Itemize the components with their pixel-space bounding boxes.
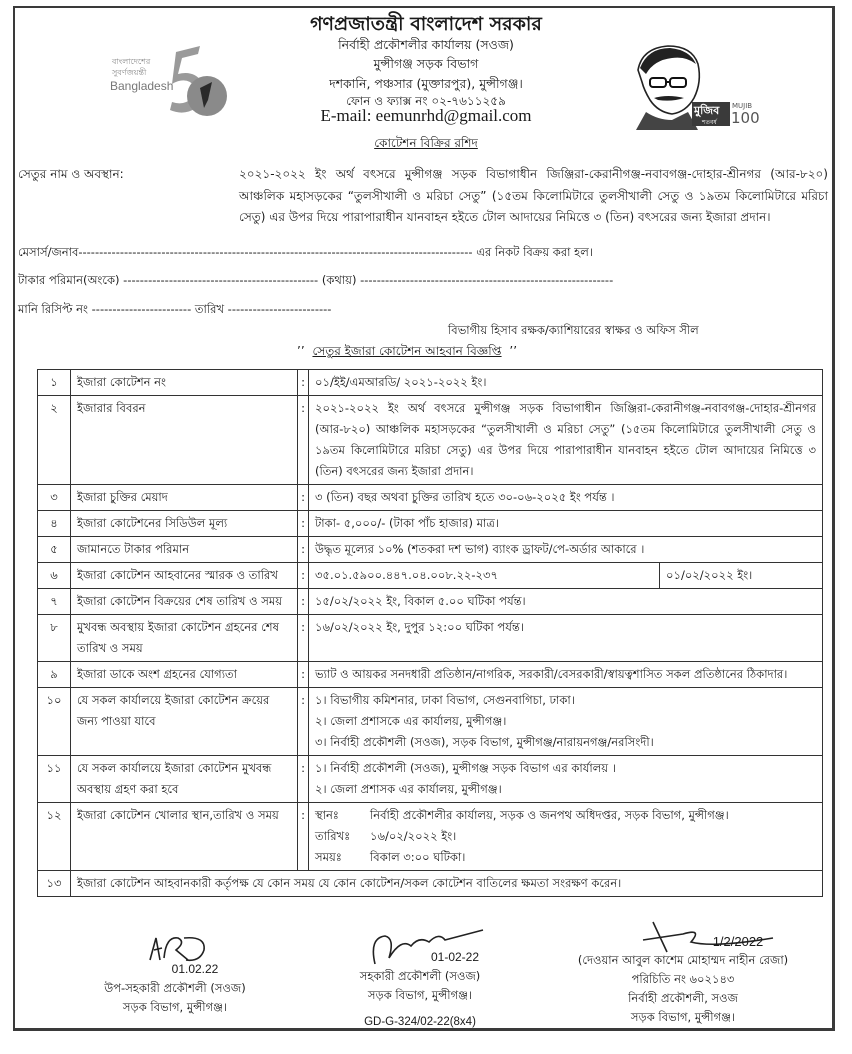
row-number: ১ bbox=[38, 370, 71, 396]
table-row bbox=[38, 871, 823, 897]
office-list-item: ২। জেলা প্রশাসকে এর কার্যালয়, মুন্সীগঞ্জ। bbox=[315, 714, 507, 728]
table-row bbox=[38, 756, 823, 803]
location-text: ২০২১-২০২২ ইং অর্থ বৎসরে মুন্সীগঞ্জ সড়ক বিভাগাধীন জিঞ্জিরা-কেরানীগঞ্জ-নবাবগঞ্জ-দোহার-শ্রীনগর (আর-৮২০) আঞ্চলিক মহাসড়কের “তুলসীখালী ও মরিচা সেতু” (১৫তম কিলোমিটারে তুলসীখালী সেতু ও ১৯তম কিলোমিটারে মরিচা সেতু) এর উপর দিয়ে পারাপারাধীন যানবাহন হইতে টোল আদায়ের নিমিত্তে ৩ (তিন) বৎসরের জন্য ইজারা প্রদান। bbox=[239, 167, 828, 224]
row-value bbox=[309, 756, 823, 803]
row-colon: : bbox=[298, 662, 309, 688]
row-label: ইজারা কোটেশনের সিডিউল মূল্য bbox=[71, 511, 298, 537]
signature-middle-office: সড়ক বিভাগ, মুন্সীগঞ্জ। bbox=[367, 988, 473, 1002]
notice-title-wrap bbox=[297, 343, 517, 363]
phone-fax: ফোন ও ফ্যাক্স নং ০২-৭৬১১২৫৯ bbox=[346, 94, 506, 108]
signature-right-id: পরিচিতি নং ৬০২১৪৩ bbox=[631, 972, 735, 986]
row-number: ৩ bbox=[38, 485, 71, 511]
memo-date: ০১/০২/২০২২ ইং। bbox=[660, 563, 823, 589]
row-label: ইজারা চুক্তির মেয়াদ bbox=[71, 485, 298, 511]
row-label: ইজারা কোটেশন আহবানের স্মারক ও তারিখ bbox=[71, 563, 298, 589]
signature-left-date: 01.02.22 bbox=[171, 962, 219, 976]
row-number: ১০ bbox=[38, 688, 71, 756]
row-value: ইজারা কোটেশন আহবানকারী কর্তৃপক্ষ যে কোন সময় যে কোন কোটেশন/সকল কোটেশন বাতিলের ক্ষমতা সংরক্ষণ করেন। bbox=[71, 871, 823, 897]
opening-place bbox=[315, 805, 816, 826]
row-value: ভ্যাট ও আয়কর সনদধারী প্রতিষ্ঠান/নাগরিক, সরকারী/বেসরকারী/স্বায়ত্বশাসিত সকল প্রতিষ্ঠানের ঠিকাদার। bbox=[309, 662, 823, 688]
money-receipt-line: মানি রিসিপ্ট নং ------------------------ তারিখ ------------------------- bbox=[18, 302, 332, 316]
logo-right-number: 100 bbox=[731, 109, 760, 127]
row-number: ৮ bbox=[38, 615, 71, 662]
place-value: নির্বাহী প্রকৌশলীর কার্যালয়, সড়ক ও জনপথ অধিদপ্তর, সড়ক বিভাগ, মুন্সীগঞ্জ। bbox=[370, 808, 729, 822]
table-row bbox=[38, 563, 823, 589]
row-number: ২ bbox=[38, 396, 71, 485]
place-label: স্থানঃ bbox=[315, 808, 339, 822]
signature-middle-title: সহকারী প্রকৌশলী (সওজ) bbox=[359, 969, 481, 983]
quote-open: ’’ bbox=[297, 344, 305, 358]
table-row bbox=[38, 370, 823, 396]
table-row bbox=[38, 396, 823, 485]
row-value: ১৫/০২/২০২২ ইং, বিকাল ৫.০০ ঘটিকা পর্যন্ত। bbox=[309, 589, 823, 615]
amount-line: টাকার পরিমান(অংকে) ----------------------------------------------- (কথায়) ------------------------------------------------------------- bbox=[18, 273, 614, 287]
logo-right-en: MUJIB bbox=[732, 102, 753, 110]
logo-right-sub: শতবর্ষ bbox=[702, 119, 717, 126]
row-label: মুখবন্ধ অবস্থায় ইজারা কোটেশন গ্রহনের শেষ তারিখ ও সময় bbox=[71, 615, 298, 662]
row-number: ৪ bbox=[38, 511, 71, 537]
row-number: ১১ bbox=[38, 756, 71, 803]
time-value: বিকাল ৩:০০ ঘটিকা। bbox=[370, 850, 466, 864]
signature-right-office: সড়ক বিভাগ, মুন্সীগঞ্জ। bbox=[630, 1010, 736, 1024]
row-value: ২০২১-২০২২ ইং অর্থ বৎসরে মুন্সীগঞ্জ সড়ক বিভাগাধীন জিঞ্জিরা-কেরানীগঞ্জ-নবাবগঞ্জ-দোহার-শ্রীনগর (আর-৮২০) আঞ্চলিক মহাসড়কের “তুলসীখালী ও মরিচা সেতু” (১৫তম কিলোমিটারে তুলসীখালী সেতু ও ১৯তম কিলোমিটারে মরিচা সেতু) এর উপর দিয়ে পারাপারাধীন যানবাহন হইতে টোল আদায়ের নিমিত্তে ৩ (তিন) বৎসরের জন্য ইজারা প্রদান। bbox=[309, 396, 823, 485]
row-label: ইজারার বিবরন bbox=[71, 396, 298, 485]
row-colon: : bbox=[298, 370, 309, 396]
signature-right-title: নির্বাহী প্রকৌশলী, সওজ bbox=[628, 991, 738, 1005]
row-colon: : bbox=[298, 688, 309, 756]
bridge-location bbox=[18, 164, 828, 229]
table-row bbox=[38, 485, 823, 511]
row-colon: : bbox=[298, 511, 309, 537]
email: E-mail: eemunrhd@gmail.com bbox=[320, 106, 532, 125]
row-colon: : bbox=[298, 589, 309, 615]
logo-left-line1: বাংলাদেশের bbox=[112, 57, 151, 66]
signature-right-date: 1/2/2022 bbox=[712, 934, 764, 949]
print-code: GD-G-324/02-22(8x4) bbox=[364, 1016, 476, 1028]
table-row bbox=[38, 803, 823, 871]
row-value: টাকা- ৫,০০০/- (টাকা পাঁচ হাজার) মাত্র। bbox=[309, 511, 823, 537]
memo-number: ৩৫.০১.৫৯০০.৪৪৭.০৪.০০৮.২২-২৩৭ bbox=[309, 563, 660, 589]
row-value: ০১/ইই/এমআরডি/ ২০২১-২০২২ ইং। bbox=[309, 370, 823, 396]
date-value: ১৬/০২/২০২২ ইং। bbox=[370, 829, 457, 843]
bangladesh-50-logo bbox=[108, 44, 228, 119]
row-value bbox=[309, 803, 823, 871]
office-address: দশকানি, পঞ্চসার (মুক্তারপুর), মুন্সীগঞ্জ। bbox=[329, 76, 523, 91]
logo-right-bn: মুজিব bbox=[694, 104, 720, 117]
office-list-item: ৩। নির্বাহী প্রকৌশলী (সওজ), সড়ক বিভাগ, মুন্সীগঞ্জ/নারায়নগঞ্জ/নরসিংদী। bbox=[315, 735, 654, 749]
row-number: ৭ bbox=[38, 589, 71, 615]
notice-table bbox=[37, 369, 823, 897]
row-label: যে সকল কার্যালয়ে ইজারা কোটেশন ক্রয়ের জন্য পাওয়া যাবে bbox=[71, 688, 298, 756]
row-colon: : bbox=[298, 485, 309, 511]
row-colon: : bbox=[298, 615, 309, 662]
table-row bbox=[38, 511, 823, 537]
accountant-signature-note: বিভাগীয় হিসাব রক্ষক/ক্যাশিয়ারের স্বাক্ষর ও অফিস সীল bbox=[448, 323, 699, 337]
receipt-title: কোটেশন বিক্রির রশিদ bbox=[374, 136, 478, 150]
table-row bbox=[38, 662, 823, 688]
signature-left-office: সড়ক বিভাগ, মুন্সীগঞ্জ। bbox=[122, 1000, 228, 1014]
signature-block-middle bbox=[335, 928, 505, 1032]
division-name: মুন্সীগঞ্জ সড়ক বিভাগ bbox=[373, 56, 479, 71]
row-label: যে সকল কার্যালয়ে ইজারা কোটেশন মুখবন্ধ অবস্থায় গ্রহণ করা হবে bbox=[71, 756, 298, 803]
time-label: সময়ঃ bbox=[315, 850, 342, 864]
row-label: ইজারা ডাকে অংশ গ্রহনের যোগ্যতা bbox=[71, 662, 298, 688]
signature-right-name: (দেওয়ান আবুল কাশেম মোহাম্মদ নাহীন রেজা) bbox=[577, 953, 789, 967]
office-list-item: ১। বিভাগীয় কমিশনার, ঢাকা বিভাগ, সেগুনবাগিচা, ঢাকা। bbox=[315, 693, 575, 707]
signature-block-left bbox=[70, 930, 280, 1017]
table-row bbox=[38, 615, 823, 662]
table-row bbox=[38, 688, 823, 756]
table-row bbox=[38, 589, 823, 615]
office-list-item: ২। জেলা প্রশাসক এর কার্যালয়, মুন্সীগঞ্জ। bbox=[315, 782, 502, 796]
row-number: ৬ bbox=[38, 563, 71, 589]
opening-date bbox=[315, 826, 816, 847]
row-label: জামানতে টাকার পরিমান bbox=[71, 537, 298, 563]
table-row bbox=[38, 537, 823, 563]
row-value: উদ্ধৃত মূল্যের ১০% (শতকরা দশ ভাগ) ব্যাংক ড্রাফট/পে-অর্ডার আকারে । bbox=[309, 537, 823, 563]
row-label: ইজারা কোটেশন নং bbox=[71, 370, 298, 396]
row-colon: : bbox=[298, 756, 309, 803]
row-number: ৫ bbox=[38, 537, 71, 563]
signature-left-title: উপ-সহকারী প্রকৌশলী (সওজ) bbox=[104, 981, 246, 995]
row-number: ১২ bbox=[38, 803, 71, 871]
signature-block-right bbox=[548, 918, 818, 1027]
row-number: ৯ bbox=[38, 662, 71, 688]
buyer-line: মেসার্স/জনাব----------------------------------------------------------------------------------------------- এর নিকট বিক্রয় করা হল। bbox=[18, 245, 593, 259]
mujib-100-logo bbox=[628, 42, 760, 130]
row-value: ১৬/০২/২০২২ ইং, দুপুর ১২:০০ ঘটিকা পর্যন্ত। bbox=[309, 615, 823, 662]
location-label: সেতুর নাম ও অবস্থান: bbox=[18, 167, 124, 181]
row-colon: : bbox=[298, 563, 309, 589]
quote-close: ’’ bbox=[509, 344, 518, 358]
row-number: ১৩ bbox=[38, 871, 71, 897]
row-colon: : bbox=[298, 396, 309, 485]
signature-middle-date: 01-02-22 bbox=[430, 950, 480, 964]
notice-title: সেতুর ইজারা কোটেশন আহবান বিজ্ঞপ্তি bbox=[312, 344, 502, 358]
office-name: নির্বাহী প্রকৌশলীর কার্যালয় (সওজ) bbox=[338, 37, 514, 52]
office-list-item: ১। নির্বাহী প্রকৌশলী (সওজ), মুন্সীগঞ্জ সড়ক বিভাগ এর কার্যালয় । bbox=[315, 761, 616, 775]
row-colon: : bbox=[298, 803, 309, 871]
logo-left-line2: সুবর্ণজয়ন্তী bbox=[112, 68, 147, 77]
opening-time bbox=[315, 847, 816, 868]
logo-left-text: Bangladesh bbox=[110, 79, 174, 93]
government-title: গণপ্রজাতন্ত্রী বাংলাদেশ সরকার bbox=[310, 13, 542, 35]
row-value: ৩ (তিন) বছর অথবা চুক্তির তারিখ হতে ৩০-০৬-২০২৫ ইং পর্যন্ত । bbox=[309, 485, 823, 511]
row-label: ইজারা কোটেশন বিক্রয়ের শেষ তারিখ ও সময় bbox=[71, 589, 298, 615]
date-label: তারিখঃ bbox=[315, 829, 351, 843]
row-value bbox=[309, 688, 823, 756]
row-colon: : bbox=[298, 537, 309, 563]
row-label: ইজারা কোটেশন খোলার স্থান,তারিখ ও সময় bbox=[71, 803, 298, 871]
